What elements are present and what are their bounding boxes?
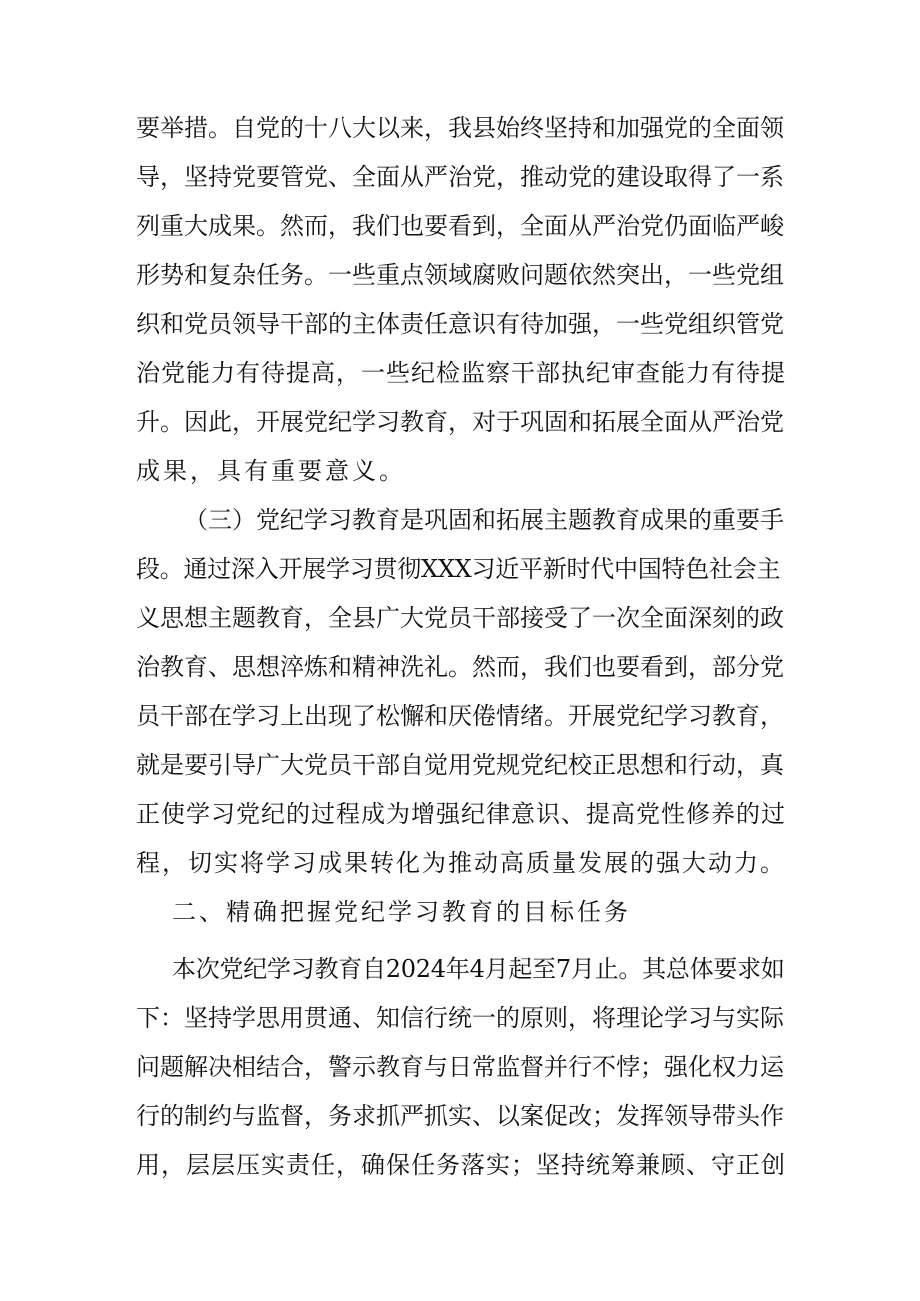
text-line: 形势和复杂任务。一些重点领域腐败问题依然突出，一些党组 xyxy=(136,261,784,289)
text-line: 正使学习党纪的过程成为增强纪律意识、提高党性修养的过 xyxy=(136,800,786,828)
text-line: 用，层层压实责任，确保任务落实；坚持统筹兼顾、守正创 xyxy=(136,1151,786,1179)
text-line: 程，切实将学习成果转化为推动高质量发展的强大动力。 xyxy=(136,849,786,877)
text-line: 就是要引导广大党员干部自觉用党规党纪校正思想和行动，真 xyxy=(136,751,784,779)
text-line: 下：坚持学思用贯通、知信行统一的原则，将理论学习与实际 xyxy=(136,1004,784,1032)
text-line: 导，坚持党要管党、全面从严治党，推动党的建设取得了一系 xyxy=(136,163,784,191)
text-line: 本次党纪学习教育自2024年4月起至7月止。其总体要求如 xyxy=(172,955,785,983)
text-line: 问题解决相结合，警示教育与日常监督并行不悖；强化权力运 xyxy=(136,1053,784,1081)
text-line: 行的制约与监督，务求抓严抓实、以案促改；发挥领导带头作 xyxy=(136,1102,784,1130)
text-line: 成果，具有重要意义。 xyxy=(136,457,406,485)
text-line: 治教育、思想淬炼和精神洗礼。然而，我们也要看到，部分党 xyxy=(136,653,784,681)
text-line: 义思想主题教育，全县广大党员干部接受了一次全面深刻的政 xyxy=(136,604,784,632)
section-heading: （三）党纪学习教育是巩固和拓展主题教育成果的重要手 xyxy=(184,506,784,534)
text-line: 升。因此，开展党纪学习教育，对于巩固和拓展全面从严治党 xyxy=(136,408,784,436)
section-title: 二、精确把握党纪学习教育的目标任务 xyxy=(172,898,631,926)
text-line: 列重大成果。然而，我们也要看到，全面从严治党仍面临严峻 xyxy=(136,212,784,240)
text-line: 治党能力有待提高，一些纪检监察干部执纪审查能力有待提 xyxy=(136,359,786,387)
text-line: 织和党员领导干部的主体责任意识有待加强，一些党组织管党 xyxy=(136,310,784,338)
text-line: 员干部在学习上出现了松懈和厌倦情绪。开展党纪学习教育， xyxy=(136,702,784,730)
text-line: 段。通过深入开展学习贯彻XXX习近平新时代中国特色社会主 xyxy=(136,555,781,583)
text-line: 要举措。自党的十八大以来，我县始终坚持和加强党的全面领 xyxy=(136,114,784,142)
